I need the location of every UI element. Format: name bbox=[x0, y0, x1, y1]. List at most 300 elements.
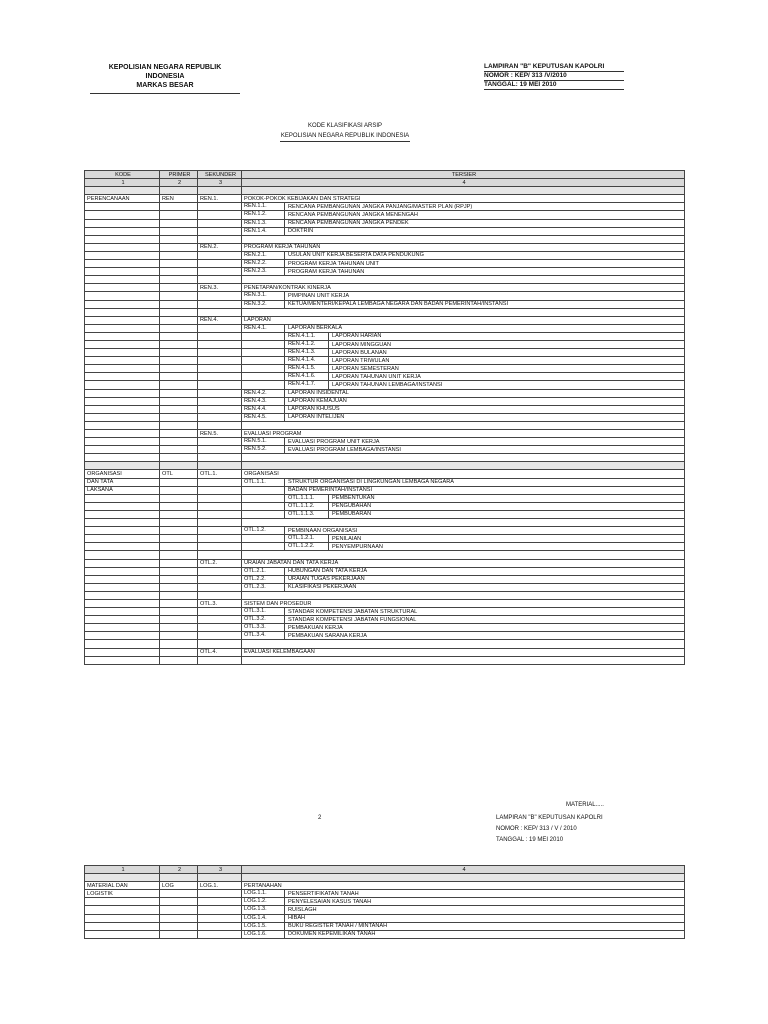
tersier-cell bbox=[242, 616, 685, 624]
column-header: SEKUNDER bbox=[198, 171, 242, 179]
table-row bbox=[85, 874, 685, 882]
kode-cell bbox=[85, 535, 160, 543]
sekunder-cell bbox=[198, 519, 242, 527]
description-text: HIBAH bbox=[288, 915, 306, 922]
sekunder-cell bbox=[198, 203, 242, 211]
sekunder-cell: REN.5. bbox=[198, 430, 242, 438]
table-row bbox=[85, 430, 685, 438]
tersier-cell bbox=[242, 324, 685, 332]
sub-code-level-1: OTL.2.3. bbox=[244, 584, 285, 591]
sekunder-cell bbox=[198, 535, 242, 543]
kode-cell bbox=[85, 632, 160, 640]
page2-nomor: NOMOR : KEP/ 313 / V / 2010 bbox=[496, 826, 577, 832]
primer-cell bbox=[160, 930, 198, 938]
sub-code-level-1: REN.2.1. bbox=[244, 252, 285, 259]
primer-cell bbox=[160, 203, 198, 211]
description-text: LAPORAN TRIWULAN bbox=[332, 357, 390, 364]
kode-cell bbox=[85, 543, 160, 551]
description-text: BUKU REGISTER TANAH / MINTANAH bbox=[288, 923, 388, 930]
table-row bbox=[85, 551, 685, 559]
primer-cell bbox=[160, 397, 198, 405]
sub-code-level-1: REN.5.1. bbox=[244, 438, 285, 445]
table-row bbox=[85, 640, 685, 648]
table-row bbox=[85, 405, 685, 413]
primer-cell bbox=[160, 640, 198, 648]
primer-cell bbox=[160, 599, 198, 607]
sekunder-cell: REN.2. bbox=[198, 243, 242, 251]
sekunder-cell bbox=[198, 906, 242, 914]
sub-code-level-1 bbox=[244, 349, 285, 356]
primer-cell bbox=[160, 567, 198, 575]
primer-cell bbox=[160, 211, 198, 219]
classification-table bbox=[84, 170, 685, 665]
primer-cell bbox=[160, 462, 198, 470]
sub-code-level-2: REN.4.1.4. bbox=[288, 357, 329, 364]
tersier-cell bbox=[242, 211, 685, 219]
primer-cell bbox=[160, 519, 198, 527]
kode-cell bbox=[85, 284, 160, 292]
sub-code-level-2: REN.4.1.6. bbox=[288, 373, 329, 380]
sub-code-level-1 bbox=[244, 357, 285, 364]
primer-cell bbox=[160, 914, 198, 922]
org-subname: MARKAS BESAR bbox=[90, 81, 240, 94]
sub-code-level-1: LOG.1.6. bbox=[244, 931, 285, 938]
sekunder-cell bbox=[198, 446, 242, 454]
sekunder-cell bbox=[198, 405, 242, 413]
sub-code-level-1: OTL.3.4. bbox=[244, 632, 285, 639]
tersier-cell bbox=[242, 890, 685, 898]
tersier-cell bbox=[242, 656, 685, 664]
description-text: RUISLAGH bbox=[288, 907, 317, 914]
sekunder-cell bbox=[198, 551, 242, 559]
primer-cell bbox=[160, 389, 198, 397]
description-text: PEMBENTUKAN bbox=[332, 495, 375, 502]
description-text: LAPORAN TAHUNAN UNIT KERJA bbox=[332, 373, 421, 380]
kode-cell bbox=[85, 300, 160, 308]
kode-cell bbox=[85, 599, 160, 607]
sub-code-level-1 bbox=[244, 487, 285, 494]
table-row bbox=[85, 243, 685, 251]
kode-cell bbox=[85, 510, 160, 518]
column-number: 3 bbox=[198, 179, 242, 187]
tersier-cell bbox=[242, 340, 685, 348]
tersier-cell: EVALUASI PROGRAM bbox=[242, 430, 685, 438]
table-row bbox=[85, 478, 685, 486]
kode-cell bbox=[85, 930, 160, 938]
description-text: STRUKTUR ORGANISASI DI LINGKUNGAN LEMBAGA NEGARA bbox=[288, 479, 454, 486]
kode-cell bbox=[85, 292, 160, 300]
primer-cell bbox=[160, 284, 198, 292]
tersier-cell: ORGANISASI bbox=[242, 470, 685, 478]
kode-cell bbox=[85, 527, 160, 535]
table-row bbox=[85, 373, 685, 381]
table-row bbox=[85, 559, 685, 567]
tersier-cell bbox=[242, 624, 685, 632]
kode-cell bbox=[85, 640, 160, 648]
kode-cell bbox=[85, 324, 160, 332]
tersier-cell bbox=[242, 567, 685, 575]
kode-cell bbox=[85, 559, 160, 567]
sekunder-cell bbox=[198, 227, 242, 235]
table-row bbox=[85, 462, 685, 470]
tersier-cell bbox=[242, 276, 685, 284]
page-number: 2 bbox=[318, 815, 322, 821]
kode-cell bbox=[85, 519, 160, 527]
table-row bbox=[85, 260, 685, 268]
kode-cell bbox=[85, 340, 160, 348]
sekunder-cell bbox=[198, 219, 242, 227]
kode-cell bbox=[85, 227, 160, 235]
table-row bbox=[85, 211, 685, 219]
column-header: PRIMER bbox=[160, 171, 198, 179]
table-row bbox=[85, 340, 685, 348]
table-row bbox=[85, 357, 685, 365]
sub-code-level-1: REN.1.4. bbox=[244, 228, 285, 235]
table-row bbox=[85, 454, 685, 462]
header-row bbox=[85, 171, 685, 179]
table-row bbox=[85, 438, 685, 446]
tersier-cell bbox=[242, 640, 685, 648]
table-row bbox=[85, 470, 685, 478]
sub-code-level-1: REN.1.2. bbox=[244, 211, 285, 218]
sekunder-cell bbox=[198, 914, 242, 922]
kode-cell bbox=[85, 898, 160, 906]
kode-cell bbox=[85, 308, 160, 316]
tersier-cell bbox=[242, 922, 685, 930]
primer-cell bbox=[160, 486, 198, 494]
kode-cell bbox=[85, 211, 160, 219]
sub-code-level-2: OTL.1.2.2. bbox=[288, 543, 329, 550]
tersier-cell: SISTEM DAN PROSEDUR bbox=[242, 599, 685, 607]
tersier-cell bbox=[242, 235, 685, 243]
tersier-cell bbox=[242, 502, 685, 510]
tersier-cell bbox=[242, 203, 685, 211]
sekunder-cell: OTL.1. bbox=[198, 470, 242, 478]
primer-cell bbox=[160, 874, 198, 882]
primer-cell bbox=[160, 527, 198, 535]
column-number: 1 bbox=[85, 179, 160, 187]
primer-cell bbox=[160, 349, 198, 357]
tersier-cell bbox=[242, 551, 685, 559]
sub-code-level-1: REN.4.5. bbox=[244, 414, 285, 421]
sekunder-cell bbox=[198, 438, 242, 446]
sekunder-cell bbox=[198, 332, 242, 340]
primer-cell bbox=[160, 543, 198, 551]
kode-cell bbox=[85, 874, 160, 882]
sekunder-cell bbox=[198, 349, 242, 357]
table-row bbox=[85, 616, 685, 624]
table-row bbox=[85, 527, 685, 535]
kode-cell bbox=[85, 591, 160, 599]
table-row bbox=[85, 300, 685, 308]
tersier-cell bbox=[242, 438, 685, 446]
table-row bbox=[85, 227, 685, 235]
sub-code-level-1: OTL.3.3. bbox=[244, 624, 285, 631]
kode-cell bbox=[85, 906, 160, 914]
tersier-cell bbox=[242, 292, 685, 300]
tersier-cell bbox=[242, 494, 685, 502]
table-row bbox=[85, 235, 685, 243]
description-text: PIMPINAN UNIT KERJA bbox=[288, 292, 350, 299]
kode-cell: DAN TATA bbox=[85, 478, 160, 486]
primer-cell bbox=[160, 235, 198, 243]
sekunder-cell bbox=[198, 494, 242, 502]
description-text: RENCANA PEMBANGUNAN JANGKA PANJANG/MASTER PLAN (RPJP) bbox=[288, 203, 473, 210]
kode-cell bbox=[85, 624, 160, 632]
kode-cell bbox=[85, 454, 160, 462]
kode-cell bbox=[85, 219, 160, 227]
kode-cell bbox=[85, 187, 160, 195]
sub-code-level-1 bbox=[244, 503, 285, 510]
kode-cell bbox=[85, 203, 160, 211]
table-row bbox=[85, 413, 685, 421]
sekunder-cell bbox=[198, 276, 242, 284]
sekunder-cell bbox=[198, 300, 242, 308]
primer-cell bbox=[160, 648, 198, 656]
primer-cell bbox=[160, 608, 198, 616]
description-text: USULAN UNIT KERJA BESERTA DATA PENDUKUNG bbox=[288, 252, 424, 259]
sub-code-level-1: REN.4.4. bbox=[244, 406, 285, 413]
table-row bbox=[85, 890, 685, 898]
description-text: LAPORAN INSIDENTAL bbox=[288, 390, 349, 397]
description-text: PENSERTIFIKATAN TANAH bbox=[288, 890, 359, 897]
primer-cell bbox=[160, 438, 198, 446]
kode-cell bbox=[85, 421, 160, 429]
column-number-row bbox=[85, 179, 685, 187]
sekunder-cell bbox=[198, 874, 242, 882]
description-text: STANDAR KOMPETENSI JABATAN STRUKTURAL bbox=[288, 608, 418, 615]
sekunder-cell: OTL.4. bbox=[198, 648, 242, 656]
kode-cell bbox=[85, 616, 160, 624]
sekunder-cell bbox=[198, 413, 242, 421]
description-text: KETUA/MENTERI/KEPALA LEMBAGA NEGARA DAN BADAN PEMERINTAH/INSTANSI bbox=[288, 301, 509, 308]
primer-cell bbox=[160, 510, 198, 518]
table-row bbox=[85, 187, 685, 195]
description-text: KLASIFIKASI PEKERJAAN bbox=[288, 584, 357, 591]
table-row bbox=[85, 203, 685, 211]
sub-code-level-1: LOG.1.2. bbox=[244, 898, 285, 905]
tersier-cell bbox=[242, 260, 685, 268]
description-text: PEMBAKUAN SARANA KERJA bbox=[288, 632, 367, 639]
tersier-cell bbox=[242, 454, 685, 462]
sub-code-level-1: REN.4.3. bbox=[244, 398, 285, 405]
primer-cell bbox=[160, 421, 198, 429]
primer-cell bbox=[160, 656, 198, 664]
sub-code-level-1 bbox=[244, 333, 285, 340]
sekunder-cell: REN.1. bbox=[198, 195, 242, 203]
primer-cell bbox=[160, 616, 198, 624]
sub-code-level-1: REN.3.2. bbox=[244, 301, 285, 308]
table-row bbox=[85, 316, 685, 324]
sekunder-cell bbox=[198, 510, 242, 518]
sub-code-level-1 bbox=[244, 381, 285, 388]
sub-code-level-1 bbox=[244, 365, 285, 372]
description-text: LAPORAN INTELIJEN bbox=[288, 414, 345, 421]
kode-cell bbox=[85, 268, 160, 276]
primer-cell bbox=[160, 373, 198, 381]
description-text: LAPORAN TAHUNAN LEMBAGA/INSTANSI bbox=[332, 381, 443, 388]
column-number: 1 bbox=[85, 866, 160, 874]
primer-cell bbox=[160, 357, 198, 365]
table-row bbox=[85, 624, 685, 632]
primer-cell bbox=[160, 632, 198, 640]
tersier-cell bbox=[242, 187, 685, 195]
table-row bbox=[85, 349, 685, 357]
description-text: PENGUBAHAN bbox=[332, 503, 372, 510]
sub-code-level-2: REN.4.1.1. bbox=[288, 333, 329, 340]
description-text: PROGRAM KERJA TAHUNAN UNIT bbox=[288, 260, 379, 267]
table-row bbox=[85, 898, 685, 906]
sub-code-level-1: REN.1.1. bbox=[244, 203, 285, 210]
description-text: LAPORAN BERKALA bbox=[288, 325, 343, 332]
kode-cell bbox=[85, 389, 160, 397]
description-text: LAPORAN HARIAN bbox=[332, 333, 382, 340]
kode-cell bbox=[85, 462, 160, 470]
primer-cell: REN bbox=[160, 195, 198, 203]
tanggal-label: TANGGAL: 19 MEI 2010 bbox=[484, 81, 624, 90]
tersier-cell bbox=[242, 906, 685, 914]
description-text: PENYELESAIAN KASUS TANAH bbox=[288, 898, 372, 905]
tersier-cell bbox=[242, 914, 685, 922]
primer-cell bbox=[160, 535, 198, 543]
sekunder-cell bbox=[198, 251, 242, 259]
page2-tanggal: TANGGAL : 19 MEI 2010 bbox=[496, 837, 564, 843]
kode-cell bbox=[85, 243, 160, 251]
sekunder-cell bbox=[198, 591, 242, 599]
primer-cell bbox=[160, 243, 198, 251]
tersier-cell bbox=[242, 405, 685, 413]
description-text: LAPORAN MINGGUAN bbox=[332, 341, 392, 348]
kode-cell bbox=[85, 349, 160, 357]
table-row bbox=[85, 583, 685, 591]
description-text: URAIAN TUGAS PEKERJAAN bbox=[288, 576, 365, 583]
table-row bbox=[85, 519, 685, 527]
sub-code-level-1 bbox=[244, 495, 285, 502]
primer-cell bbox=[160, 227, 198, 235]
tersier-cell bbox=[242, 389, 685, 397]
primer-cell bbox=[160, 405, 198, 413]
sub-code-level-1 bbox=[244, 373, 285, 380]
kode-cell bbox=[85, 551, 160, 559]
tersier-cell bbox=[242, 373, 685, 381]
sub-code-level-1: OTL.1.2. bbox=[244, 527, 285, 534]
sekunder-cell bbox=[198, 478, 242, 486]
sekunder-cell bbox=[198, 373, 242, 381]
table-row bbox=[85, 648, 685, 656]
sekunder-cell: OTL.3. bbox=[198, 599, 242, 607]
description-text: PROGRAM KERJA TAHUNAN bbox=[288, 268, 365, 275]
sekunder-cell bbox=[198, 502, 242, 510]
sekunder-cell bbox=[198, 268, 242, 276]
description-text: DOKTRIN bbox=[288, 228, 314, 235]
tersier-cell bbox=[242, 930, 685, 938]
tersier-cell bbox=[242, 591, 685, 599]
tersier-cell: URAIAN JABATAN DAN TATA KERJA bbox=[242, 559, 685, 567]
table-row bbox=[85, 421, 685, 429]
sub-code-level-1: LOG.1.1. bbox=[244, 890, 285, 897]
sekunder-cell bbox=[198, 616, 242, 624]
sekunder-cell bbox=[198, 890, 242, 898]
table-row bbox=[85, 502, 685, 510]
kode-cell bbox=[85, 656, 160, 664]
kode-cell bbox=[85, 316, 160, 324]
table-row bbox=[85, 284, 685, 292]
tersier-cell bbox=[242, 632, 685, 640]
sub-code-level-2: OTL.1.2.1. bbox=[288, 535, 329, 542]
primer-cell bbox=[160, 559, 198, 567]
primer-cell bbox=[160, 365, 198, 373]
title-line-2: KEPOLISIAN NEGARA REPUBLIK INDONESIA bbox=[280, 131, 410, 142]
kode-cell bbox=[85, 332, 160, 340]
kode-cell bbox=[85, 430, 160, 438]
primer-cell bbox=[160, 478, 198, 486]
table-row bbox=[85, 914, 685, 922]
tersier-cell: PROGRAM KERJA TAHUNAN bbox=[242, 243, 685, 251]
description-text: LAPORAN KEMAJUAN bbox=[288, 398, 347, 405]
sub-code-level-1: LOG.1.4. bbox=[244, 915, 285, 922]
kode-cell: LOGISTIK bbox=[85, 890, 160, 898]
sekunder-cell bbox=[198, 292, 242, 300]
sekunder-cell bbox=[198, 486, 242, 494]
primer-cell bbox=[160, 624, 198, 632]
kode-cell bbox=[85, 357, 160, 365]
tersier-cell bbox=[242, 349, 685, 357]
sekunder-cell bbox=[198, 640, 242, 648]
table-row bbox=[85, 922, 685, 930]
sub-code-level-1: OTL.3.2. bbox=[244, 616, 285, 623]
org-name: KEPOLISIAN NEGARA REPUBLIK INDONESIA bbox=[108, 64, 222, 80]
tersier-cell bbox=[242, 898, 685, 906]
decree-reference bbox=[484, 63, 624, 90]
sub-code-level-1: REN.5.2. bbox=[244, 446, 285, 453]
sub-code-level-1 bbox=[244, 535, 285, 542]
kode-cell bbox=[85, 648, 160, 656]
tersier-cell bbox=[242, 446, 685, 454]
table-row bbox=[85, 510, 685, 518]
column-number: 2 bbox=[160, 179, 198, 187]
sekunder-cell bbox=[198, 632, 242, 640]
kode-cell: MATERIAL DAN bbox=[85, 882, 160, 890]
primer-cell: LOG bbox=[160, 882, 198, 890]
kode-cell bbox=[85, 365, 160, 373]
sekunder-cell bbox=[198, 930, 242, 938]
table-row bbox=[85, 575, 685, 583]
primer-cell bbox=[160, 276, 198, 284]
table-row bbox=[85, 332, 685, 340]
sub-code-level-2: REN.4.1.2. bbox=[288, 341, 329, 348]
sekunder-cell bbox=[198, 389, 242, 397]
description-text: DOKUMEN KEPEMILIKAN TANAH bbox=[288, 931, 376, 938]
sekunder-cell bbox=[198, 381, 242, 389]
sekunder-cell bbox=[198, 922, 242, 930]
primer-cell bbox=[160, 591, 198, 599]
table-row bbox=[85, 365, 685, 373]
sekunder-cell: REN.4. bbox=[198, 316, 242, 324]
sekunder-cell bbox=[198, 357, 242, 365]
sub-code-level-1 bbox=[244, 511, 285, 518]
primer-cell bbox=[160, 268, 198, 276]
table-row bbox=[85, 882, 685, 890]
primer-cell bbox=[160, 575, 198, 583]
table-row bbox=[85, 486, 685, 494]
document-title bbox=[280, 121, 410, 142]
sub-code-level-1 bbox=[244, 543, 285, 550]
description-text: PEMBUBARAN bbox=[332, 511, 372, 518]
description-text: PEMBINAAN ORGANISASI bbox=[288, 527, 358, 534]
tersier-cell bbox=[242, 227, 685, 235]
table-row bbox=[85, 324, 685, 332]
description-text: RENCANA PEMBANGUNAN JANGKA MENENGAH bbox=[288, 212, 418, 219]
